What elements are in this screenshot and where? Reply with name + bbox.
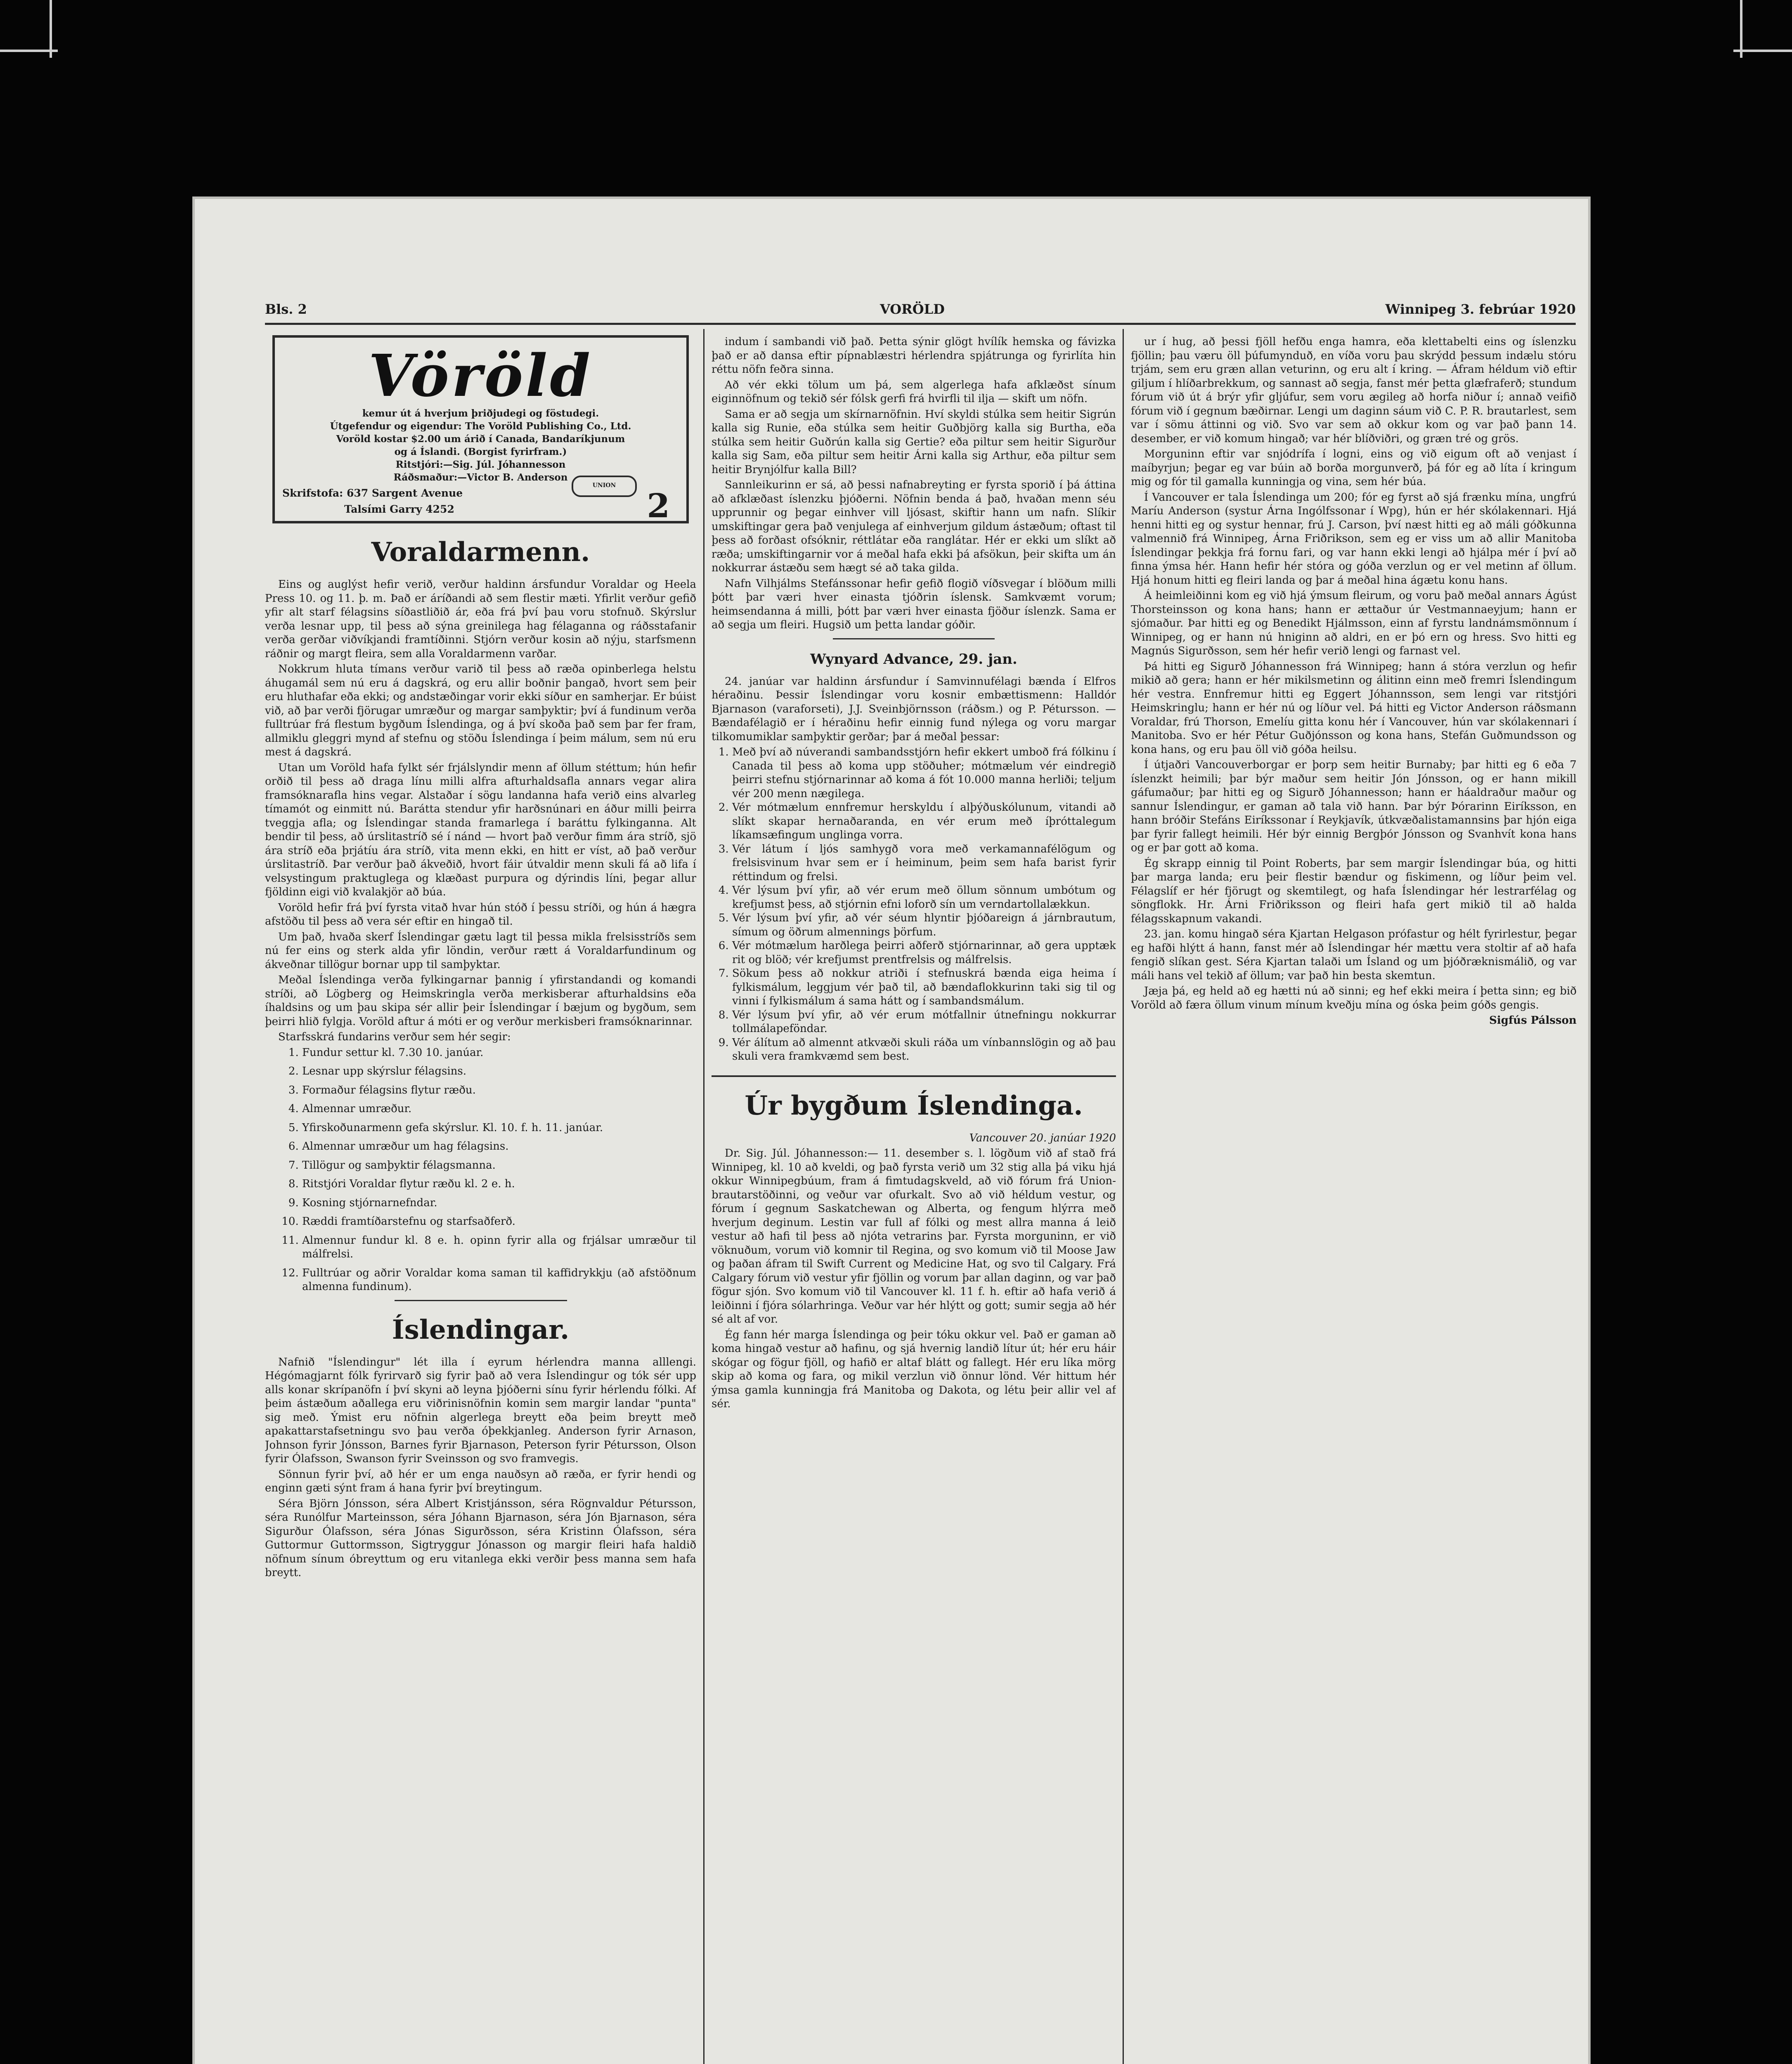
article-paragraph: Sama er að segja um skírnarnöfnin. Hví skyldi stúlka sem heitir Sigrún kalla sig Runie, eða stúlka sem heitir Guðbjörg kalla sig Burtha, eða stúlka sem heitir Guðrún kalla sig Gertie? eða piltur sem heitir Sigurður kalla sig Sam, eða piltur sem heitir Árni kalla sig Arthur, eða piltur sem heitir Brynjólfur kalla Bill? [712, 408, 1116, 476]
masthead-line: og á Íslandi. (Borgist fyrirfram.) [394, 446, 567, 457]
article-paragraph: Að vér ekki tölum um þá, sem algerlega hafa afklæðst sínum eiginnöfnum og tekið sér fólsk gerfi frá hvirfli til ilja — skift um nöfn. [712, 379, 1116, 405]
article-paragraph: Meðal Íslendinga verða fylkingarnar þannig í yfirstandandi og komandi stríði, að Lögberg og Heimskringla verða merkisberar afturhaldsins eða íhaldsins og um þau skipa sér allir þeir Íslendingar í bæjum og bygðum, sem þeirri hlið fylgja. Voröld aftur á móti er og verður merkisberi framsóknarinnar. [265, 974, 696, 1028]
agenda-item: 7. Tillögur og samþyktir félagsmanna. [302, 1159, 696, 1173]
agenda-list [265, 1046, 696, 1294]
resolution-item: 4. Vér lýsum því yfir, að vér erum með öllum sönnum umbótum og krefjumst þess, að stjórnin efni loforð sín um verndartollalækkun. [732, 884, 1116, 911]
section-divider [395, 1300, 567, 1301]
resolutions-list [712, 746, 1116, 1064]
film-side-mark [50, 0, 52, 58]
article-paragraph: Á heimleiðinni kom eg við hjá ýmsum fleirum, og voru það meðal annars Ágúst Thorsteinsson og kona hans; hann er ættaður úr Vestmannaeyjum; hann er sjómaður. Þar hitti eg og Benedikt Hjálmsson, einn af fyrstu landnámsmönnum í Winnipeg, og er hann nú hniginn að aldri, en er þó ern og hress. Svo hitti eg Magnús Sigurðsson, sem hér hefir verið lengi og farnast vel. [1131, 589, 1577, 657]
article-paragraph: Sönnun fyrir því, að hér er um enga nauðsyn að ræða, er fyrir hendi og enginn gæti sýnt fram á hana fyrir því breytingum. [265, 1468, 696, 1494]
masthead-number: 2 [647, 486, 670, 525]
article-heading: Íslendingar. [392, 1314, 570, 1345]
article-paragraph: Ég fann hér marga Íslendinga og þeir tóku okkur vel. Það er gaman að koma hingað vestur að hafinu, og sjá hvernig landið lítur út; hér eru háir skógar og fögur fjöll, og hafið er altaf blátt og fallegt. Hér eru líka mörg skip að koma og fara, og mikil verzlun við önnur lönd. Vér hittum hér ýmsa gamla kunningja frá Manitoba og Dakota, og létu þeir allir vel af sér. [712, 1328, 1116, 1410]
film-side-mark [1740, 0, 1742, 58]
header-rule [265, 323, 1576, 325]
article-paragraph: Séra Björn Jónsson, séra Albert Kristjánsson, séra Rögnvaldur Pétursson, séra Runólfur Marteinsson, séra Jóhann Bjarnason, séra Jón Bjarnason, séra Sigurður Ólafsson, séra Jónas Sigurðsson, séra Kristinn Ólafsson, séra Guttormur Guttormsson, Sigtryggur Jónasson og margir fleiri hafa haldið nöfnum sínum óbreyttum og eru vitanlega ekki verðir þess manna sem hafa breytt. [265, 1497, 696, 1579]
section-rule [712, 1075, 1116, 1077]
masthead-title: Vöröld [368, 342, 593, 410]
article-paragraph: 23. jan. komu hingað séra Kjartan Helgason prófastur og hélt fyrirlestur, þegar eg hafði hlýtt á hann, fanst mér að Íslendingar hér mættu vera stoltir af að hafa fengið slíkan gest. Séra Kjartan talaði um Ísland og um þjóðræknismálið, og var máli hans vel tekið af öllum; var það hin besta skemtun. [1131, 928, 1577, 982]
section-heading: Wynyard Advance, 29. jan. [810, 651, 1017, 667]
agenda-item: 6. Almennar umræður um hag félagsins. [302, 1140, 696, 1154]
article-paragraph: Utan um Voröld hafa fylkt sér frjálslyndir menn af öllum stéttum; hún hefir orðið til þess að draga línu milli alfra afturhaldsafla annars vegar alira framsóknarafla hins vegar. Alstaðar í sögu landanna hafa verið eins alvarleg tímamót og einmitt nú. Barátta stendur yfir harðsnúnari en áður milli þeirra tveggja afla; og Íslendingar standa framarlega í baráttu fylkinganna. Alt bendir til þess, að úrslitastríð sé í nánd — hvort það verður fimm ára stríð, sjö ára stríð eða þrjátíu ára stríð, vita menn ekki, en hitt er víst, að það verður úrslitastríð. Þar verður það ákveðið, hvort fáir útvaldir menn skuli fá að lifa í velsystingum praktuglega og klæðast purpura og dýrindis líni, þegar allur fjöldinn eigi við kvalakjör að búa. [265, 761, 696, 898]
agenda-item: 12. Fulltrúar og aðrir Voraldar koma saman til kaffidrykkju (að afstöðnum almenna fundinum). [302, 1266, 696, 1294]
article-paragraph: Jæja þá, eg held að eg hætti nú að sinni; eg hef ekki meira í þetta sinn; eg bið Voröld að færa öllum vinum mínum kveðju mína og óska þeim góðs gengis. [1131, 985, 1577, 1011]
masthead [272, 335, 689, 523]
dateline: Vancouver 20. janúar 1920 [969, 1131, 1116, 1144]
agenda-item: 11. Almennur fundur kl. 8 e. h. opinn fyrir alla og frjálsar umræður til málfrelsi. [302, 1234, 696, 1262]
section-divider [833, 638, 995, 639]
union-label-icon: UNION [572, 476, 637, 497]
article-paragraph: Dr. Sig. Júl. Jóhannesson:— 11. desember s. l. lögðum við af stað frá Winnipeg, kl. 10 að kveldi, og það fyrsta verið um 32 stig alla þá viku hjá okkur Winnipegbúum, fram á fimtudagskveld, að við fórum frá Union-brautarstöðinni, og veður var ofurkalt. Svo að við héldum vestur, og fórum í gegnum Saskatchewan og Alberta, og fengum hlýrra með hverjum deginum. Lestin var full af fólki og mest allra manna á leið vestur að hafi til þess að njóta vetrarins þar. Fyrsta morguninn, er við vöknuðum, vorum við komnir til Regina, og svo komum við til Moose Jaw og þaðan áfram til Swift Current og Medicine Hat, og svo til Calgary. Frá Calgary fórum við vestur yfir fjöllin og vorum þar allan daginn, og var það fögur sjón. Svo komum við til Vancouver kl. 11 f. h. eftir að hafa verið á leiðinni í fjóra sólarhringa. Veður var hér hlýtt og gott; sumir segja að hér sé alt af vor. [712, 1147, 1116, 1326]
newspaper-page [195, 199, 1588, 2064]
article-paragraph: Eins og auglýst hefir verið, verður haldinn ársfundur Voraldar og Heela Press 10. og 11. þ. m. Það er áríðandi að sem flestir mæti. Yfirlit verður gefið yfir alt starf félagsins síðastliðið ár, eða frá því þau voru stofnuð. Skýrslur verða lesnar upp, til þess að sýna greinilega hag félaganna og ráðsstafanir verða gerðar viðvíkjandi framtíðinni. Stjórn verður kosin að nýju, starfsmenn ráðnir og margt fleira, sem alla Voraldarmenn varðar. [265, 578, 696, 660]
column-3 [1131, 335, 1577, 2064]
article-paragraph: ur í hug, að þessi fjöll hefðu enga hamra, eða klettabelti eins og íslenzku fjöllin; þau væru öll þúfumynduð, en víða voru þau skrýdd þessum indælu stóru trjám, sem eru græn allan veturinn, og eru alt í kring. — Áfram héldum við eftir giljum í hlíðarbrekkum, og sannast að segja, fanst mér þetta glæfraferð; stundum fórum við út á brýr yfir gljúfur, sem voru ægileg að horfa niður í; annað veifið fórum við í gegnum bæðirnar. Lengi um daginn sáum við C. P. R. brautarlest, sem var í sömu áttinni og við. Svo var sem að okkur kom og var það þann 14. desember, er við komum hingað; var hér blíðviðri, og græn tré og grös. [1131, 336, 1577, 445]
article-paragraph: indum í sambandi við það. Þetta sýnir glögt hvílík hemska og fávizka það er að dansa eftir pípnablæstri hérlendra spjátrunga og fyrirlíta hin réttu nöfn feðra sinna. [712, 336, 1116, 376]
article-paragraph: Þá hitti eg Sigurð Jóhannesson frá Winnipeg; hann á stóra verzlun og hefir mikið að gera; hann er hér mikilsmetinn og álitinn einn með fremri Íslendingum hér vestra. Ennfremur hitti eg Eggert Jóhannsson, sem lengi var ritstjóri Heimskringlu; hann er hér nú og líður vel. Þá hitti eg Victor Anderson ráðsmann Voraldar, frú Thorson, Emelíu gitta konu hér í Vancouver, hún var skólakennari í Manitoba. Svo er hér Pétur Guðjónsson og kona hans, Stefán Guðmundsson og kona hans, og eru þau öll við góða heilsu. [1131, 660, 1577, 756]
resolution-item: 9. Vér álítum að almennt atkvæði skuli ráða um vínbannslögin og að þau skuli vera framkvæmd sem best. [732, 1036, 1116, 1064]
article-paragraph: Nafn Vilhjálms Stefánssonar hefir gefið flogið víðsvegar í blöðum milli þótt þar væri hver einasta tjóðrin íslensk. Samkvæmt vorum; heimsendanna á milli, þótt þar væri hver einasta fjöður íslenzk. Sama er að segja um fleiri. Hugsið um þetta landar góðir. [712, 577, 1116, 631]
masthead-editor: Ritstjóri:—Sig. Júl. Jóhannesson [395, 459, 566, 470]
article-paragraph: Morguninn eftir var snjódrífa í logni, eins og við eigum oft að venjast í maíbyrjun; þegar eg var búin að borða morgunverð, þá fór eg að líta í kringum mig og fór til gamalla kunningja og vina, sem hér búa. [1131, 448, 1577, 488]
resolution-item: 2. Vér mótmælum ennfremur herskyldu í alþýðuskólunum, vitandi að slíkt skapar hernaðaranda, en vér erum með íþróttalegum líkamsæfingum unglinga vorra. [732, 801, 1116, 843]
resolution-item: 7. Sökum þess að nokkur atriði í stefnuskrá bænda eiga heima í fylkismálum, leggjum vér það til, að bændaflokkurinn taki sig til og vinni í fylkismálum á sama hátt og í sambandsmálum. [732, 967, 1116, 1008]
resolution-item: 8. Vér lýsum því yfir, að vér erum mótfallnir útnefningu nokkurrar tollmálapeföndar. [732, 1008, 1116, 1036]
article-paragraph: Um það, hvaða skerf Íslendingar gætu lagt til þessa mikla frelsisstríðs sem nú fer eins og sterk alda yfir löndin, verður rætt á Voraldarfundinum og ákveðnar tillögur bornar upp til samþyktar. [265, 930, 696, 971]
column-2 [712, 335, 1116, 2064]
agenda-item: 5. Yfirskoðunarmenn gefa skýrslur. Kl. 10. f. h. 11. janúar. [302, 1121, 696, 1135]
article-paragraph: Voröld hefir frá því fyrsta vitað hvar hún stóð í þessu stríði, og hún á hægra afstöðu til þess að vera sér eftir en hingað til. [265, 901, 696, 928]
masthead-office: Skrifstofa: 637 Sargent Avenue [282, 487, 463, 499]
resolution-item: 5. Vér lýsum því yfir, að vér séum hlyntir þjóðareign á járnbrautum, símum og öðrum almennings þörfum. [732, 911, 1116, 939]
agenda-item: 3. Formaður félagsins flytur ræðu. [302, 1084, 696, 1098]
article-paragraph: Ég skrapp einnig til Point Roberts, þar sem margir Íslendingar búa, og hitti þar marga landa; eru þeir flestir bændur og fiskimenn, og líður þeim vel. Félagslíf er hér fjörugt og skemtilegt, og hafa Íslendingar hér lestrarfélag og söngflokk. Hr. Árni Friðriksson og fleiri hafa gert mikið til að halda félagsskapnum vakandi. [1131, 857, 1577, 925]
agenda-item: 8. Ritstjóri Voraldar flytur ræðu kl. 2 e. h. [302, 1177, 696, 1191]
column-1 [265, 335, 696, 2064]
article-paragraph: Nafnið "Íslendingur" lét illa í eyrum hérlendra manna alllengi. Hégómagjarnt fólk fyrirvarð sig fyrir það að vera Íslendingur og tók sér upp alls konar skrípanöfn í því skyni að leyna þjóðerni sínu fyrir hérlendu fólki. Af þeim ástæðum aðallega eru viðrinisnöfnin komin sem margir landar "punta" sig með. Ýmist eru nöfnin algerlega breytt eða þeim breytt með apakattarstafsetningu svo þau verða óþekkjanleg. Anderson fyrir Arnason, Johnson fyrir Jónsson, Barnes fyrir Bjarnason, Peterson fyrir Pétursson, Olson fyrir Ólafsson, Swanson fyrir Sveinsson og svo framvegis. [265, 1356, 696, 1465]
agenda-item: 4. Almennar umræður. [302, 1102, 696, 1116]
masthead-line: Útgefendur og eigendur: The Voröld Publishing Co., Ltd. [330, 421, 631, 432]
issue-date: Winnipeg 3. febrúar 1920 [1385, 301, 1576, 317]
resolution-item: 1. Með því að núverandi sambandsstjórn hefir ekkert umboð frá fólkinu í Canada til þess að koma upp stöðuher; mótmælum vér eindregið þeirri stefnu stjórnarinnar að koma á fót 10.000 manna herliði; teljum vér 200 menn nægilega. [732, 746, 1116, 801]
article-paragraph: Sannleikurinn er sá, að þessi nafnabreyting er fyrsta sporið í þá áttina að afklæðast íslenzku þjóðerni. Nöfnin benda á það, hvaðan menn séu upprunnir og þegar einhver vill ljósast, skiftir hann um nafn. Slíkir umskiftingar gera það venjulega af einhverjum gildum ástæðum; oftast til þess að forðast ofsóknir, réttlátar eða ranglátar. Hér er ekki um slíkt að ræða; umskiftingarnir vor á meðal hafa ekki þá afsökun, þeir skifta um án nokkurrar ástæðu sem hægt sé að taka gilda. [712, 479, 1116, 574]
agenda-item: 2. Lesnar upp skýrslur félagsins. [302, 1065, 696, 1079]
agenda-intro: Starfsskrá fundarins verður sem hér segir: [278, 1031, 511, 1043]
article-paragraph: Í útjaðri Vancouverborgar er þorp sem heitir Burnaby; þar hitti eg 6 eða 7 íslenzkt heimili; þar býr maður sem heitir Jón Jónsson, og er hann mikill gáfumaður; þar hitti eg og Sigurð Jóhannesson; hann er háaldraður maður og sannur Íslendingur, er gaman að tala við hann. Þar býr Þórarinn Eiríksson, en hann bróðir Stefáns Eiríkssonar í Reykjavík, útkvæðalistamannsins þar hjón eiga þar fyrir fallegt heimili. Hér býr einnig Bergþór Jónsson og Svanhvít kona hans og er þar gott að koma. [1131, 759, 1577, 854]
page-number: Bls. 2 [265, 301, 307, 317]
agenda-item: 1. Fundur settur kl. 7.30 10. janúar. [302, 1046, 696, 1060]
masthead-line: kemur út á hverjum þriðjudegi og föstudegi. [362, 408, 599, 419]
masthead-phone: Talsími Garry 4252 [344, 503, 454, 515]
article-heading: Voraldarmenn. [371, 537, 590, 568]
agenda-item: 9. Kosning stjórnarnefndar. [302, 1196, 696, 1210]
page-header [265, 301, 1576, 326]
resolution-item: 6. Vér mótmælum harðlega þeirri aðferð stjórnarinnar, að gera upptæk rit og blöð; vér krefjumst prentfrelsis og málfrelsis. [732, 939, 1116, 967]
article-paragraph: 24. janúar var haldinn ársfundur í Samvinnufélagi bænda í Elfros héraðinu. Þessir Íslendingar voru kosnir embættismenn: Halldór Bjarnason (varaforseti), J.J. Sveinbjörnsson (ráðsm.) og P. Pétursson. — Bændafélagið er í héraðinu hefir einnig fund nýlega og voru margar tilkomumiklar samþyktir gerðar; þar á meðal þessar: [712, 675, 1116, 743]
column-rule [703, 329, 705, 2064]
film-edge-mark [0, 50, 58, 52]
masthead-line: Voröld kostar $2.00 um árið í Canada, Bandaríkjunum [336, 433, 625, 445]
masthead-manager: Ráðsmaður:—Victor B. Anderson [393, 472, 568, 483]
paper-name: VORÖLD [880, 301, 945, 317]
article-paragraph: Nokkrum hluta tímans verður varið til þess að ræða opinberlega helstu áhugamál sem nú eru á dagskrá, og eru allir boðnir þangað, hvort sem þeir eru hluthafar eða ekki; og andstæðingar vorir ekki síður en samherjar. Er búist við, að þar verði fjörugar umræður og margar samþyktir; því á fundinum verða fulltrúar frá flestum bygðum Íslendinga, og á því skoða það sem þar fer fram, allmiklu gleggri mynd af stefnu og stöðu Íslendinga í þeim málum, sem nú eru mest á dagskrá. [265, 663, 696, 758]
column-rule [1123, 329, 1124, 2064]
signature: Sigfús Pálsson [1489, 1014, 1577, 1027]
article-heading: Úr bygðum Íslendinga. [745, 1090, 1083, 1121]
agenda-item: 10. Ræddi framtíðarstefnu og starfsaðferð. [302, 1215, 696, 1229]
article-paragraph: Í Vancouver er tala Íslendinga um 200; fór eg fyrst að sjá frænku mína, ungfrú Maríu Anderson (systur Árna Ingólfssonar í Wpg), hún er hér skólakennari. Hjá henni hitti eg og systur hennar, frú J. Carson, því næst hitti eg að máli góðkunna valmennið frá Winnipeg, Árna Friðrikson, sem eg er viss um að allir Manitoba Íslendingar þekkja frá fornu fari, og var hann ekki lengi að hjálpa mér í því að finna ýmsa hér. Hann hefir hér stóra og góða verzlun og er vel metinn af öllum. Hjá honum hitti eg fleiri landa og þar á meðal hina ágætu konu hans. [1131, 491, 1577, 587]
resolution-item: 3. Vér látum í ljós samhygð vora með verkamannafélögum og frelsisvinum hvar sem er í heiminum, þeim sem hafa barist fyrir réttindum og frelsi. [732, 843, 1116, 884]
